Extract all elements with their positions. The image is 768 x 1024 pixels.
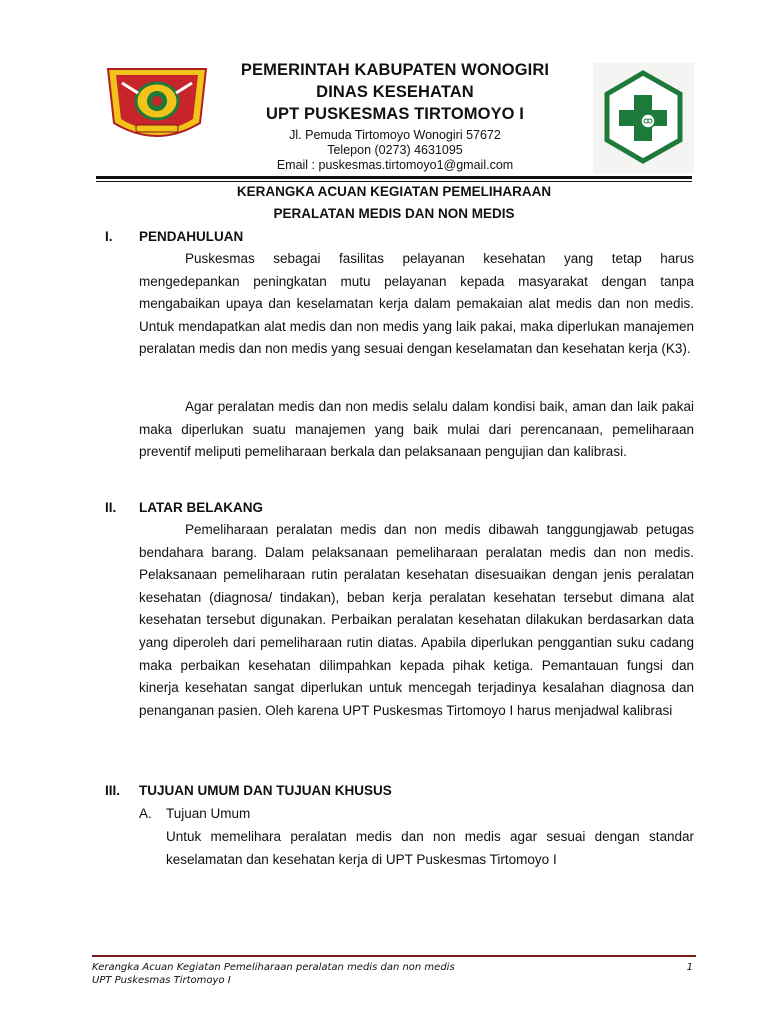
subsection-a-label: Tujuan Umum (166, 806, 251, 821)
section-1-heading: PENDAHULUAN (139, 229, 244, 244)
section-2-number: II. (105, 500, 117, 515)
department-name: DINAS KESEHATAN (316, 83, 474, 101)
document-title-line2: PERALATAN MEDIS DAN NON MEDIS (273, 206, 515, 221)
section-1-number: I. (105, 229, 113, 244)
government-name: PEMERINTAH KABUPATEN WONOGIRI (240, 61, 550, 79)
footer-document-name: Kerangka Acuan Kegiatan Pemeliharaan peralatan medis dan non medis (92, 962, 455, 973)
section-1-paragraph-1: Puskesmas sebagai fasilitas pelayanan kesehatan yang tetap harus mengedepankan peningkatan mutu pelayanan kepada masyarakat dengan tanpa mengabaikan upaya dan keselamatan kerja dalam pemakaian alat medis dan non medis. Untuk mendapatkan alat medis dan non medis yang laik pakai, maka diperlukan manajemen peralatan medis dan non medis yang sesuai dengan keselamatan dan kesehatan kerja (K3). (139, 251, 694, 357)
section-1-paragraph-2: Agar peralatan medis dan non medis selalu dalam kondisi baik, aman dan laik pakai maka diperlukan suatu manajemen yang baik mulai dari perencanaan, pemeliharaan preventif meliputi pemeliharaan berkala dan pelaksanaan pengujian dan kalibrasi. (139, 399, 694, 460)
subsection-a-letter: A. (139, 806, 152, 821)
address-text: Jl. Pemuda Tirtomoyo Wonogiri 57672 (289, 128, 501, 142)
footer-institution: UPT Puskesmas Tirtomoyo I (92, 975, 231, 986)
subsection-a-paragraph: Untuk memelihara peralatan medis dan non medis agar sesuai dengan standar keselamatan dan kesehatan kerja di UPT Puskesmas Tirtomoyo I (166, 829, 694, 867)
section-3-number: III. (105, 783, 121, 798)
phone-text: Telepon (0273) 4631095 (327, 143, 463, 157)
letterhead-rule-thin (96, 181, 692, 182)
wonogiri-emblem-logo (104, 63, 210, 143)
section-2-paragraph: Pemeliharaan peralatan medis dan non medis dibawah tanggungjawab petugas bendahara barang. Dalam pelaksanaan pemeliharaan peralatan medis dan non medis. Pelaksanaan pemeliharaan rutin peralatan kesehatan disesuaikan dengan jenis peralatan kesehatan (diagnosa/ tindakan), beban kerja peralatan kesehatan tersebut dimana alat kesehatan tersebut digunakan. Perbaikan peralatan kesehatan dilakukan berdasarkan data yang diperoleh dari pemeliharaan rutin diatas. Apabila diperlukan penggantian suku cadang maka perbaikan kesehatan dilimpahkan kepada pihak ketiga. Pemantauan fungsi dan kinerja kesehatan sangat diperlukan untuk mencegah terjadinya kesalahan diagnosa dan penanganan pasien. Oleh karena UPT Puskesmas Tirtomoyo I harus menjadwal kalibrasi (139, 522, 694, 718)
footer-rule (92, 955, 696, 957)
puskesmas-logo (593, 63, 694, 173)
letterhead-rule-thick (96, 176, 692, 179)
institution-name: UPT PUSKESMAS TIRTOMOYO I (266, 105, 524, 123)
section-2-heading: LATAR BELAKANG (139, 500, 263, 515)
document-title-line1: KERANGKA ACUAN KEGIATAN PEMELIHARAAN (236, 184, 552, 199)
section-3-heading: TUJUAN UMUM DAN TUJUAN KHUSUS (139, 783, 392, 798)
email-text: Email : puskesmas.tirtomoyo1@gmail.com (276, 158, 514, 172)
letterhead (210, 59, 580, 173)
page-number: 1 (686, 962, 693, 973)
